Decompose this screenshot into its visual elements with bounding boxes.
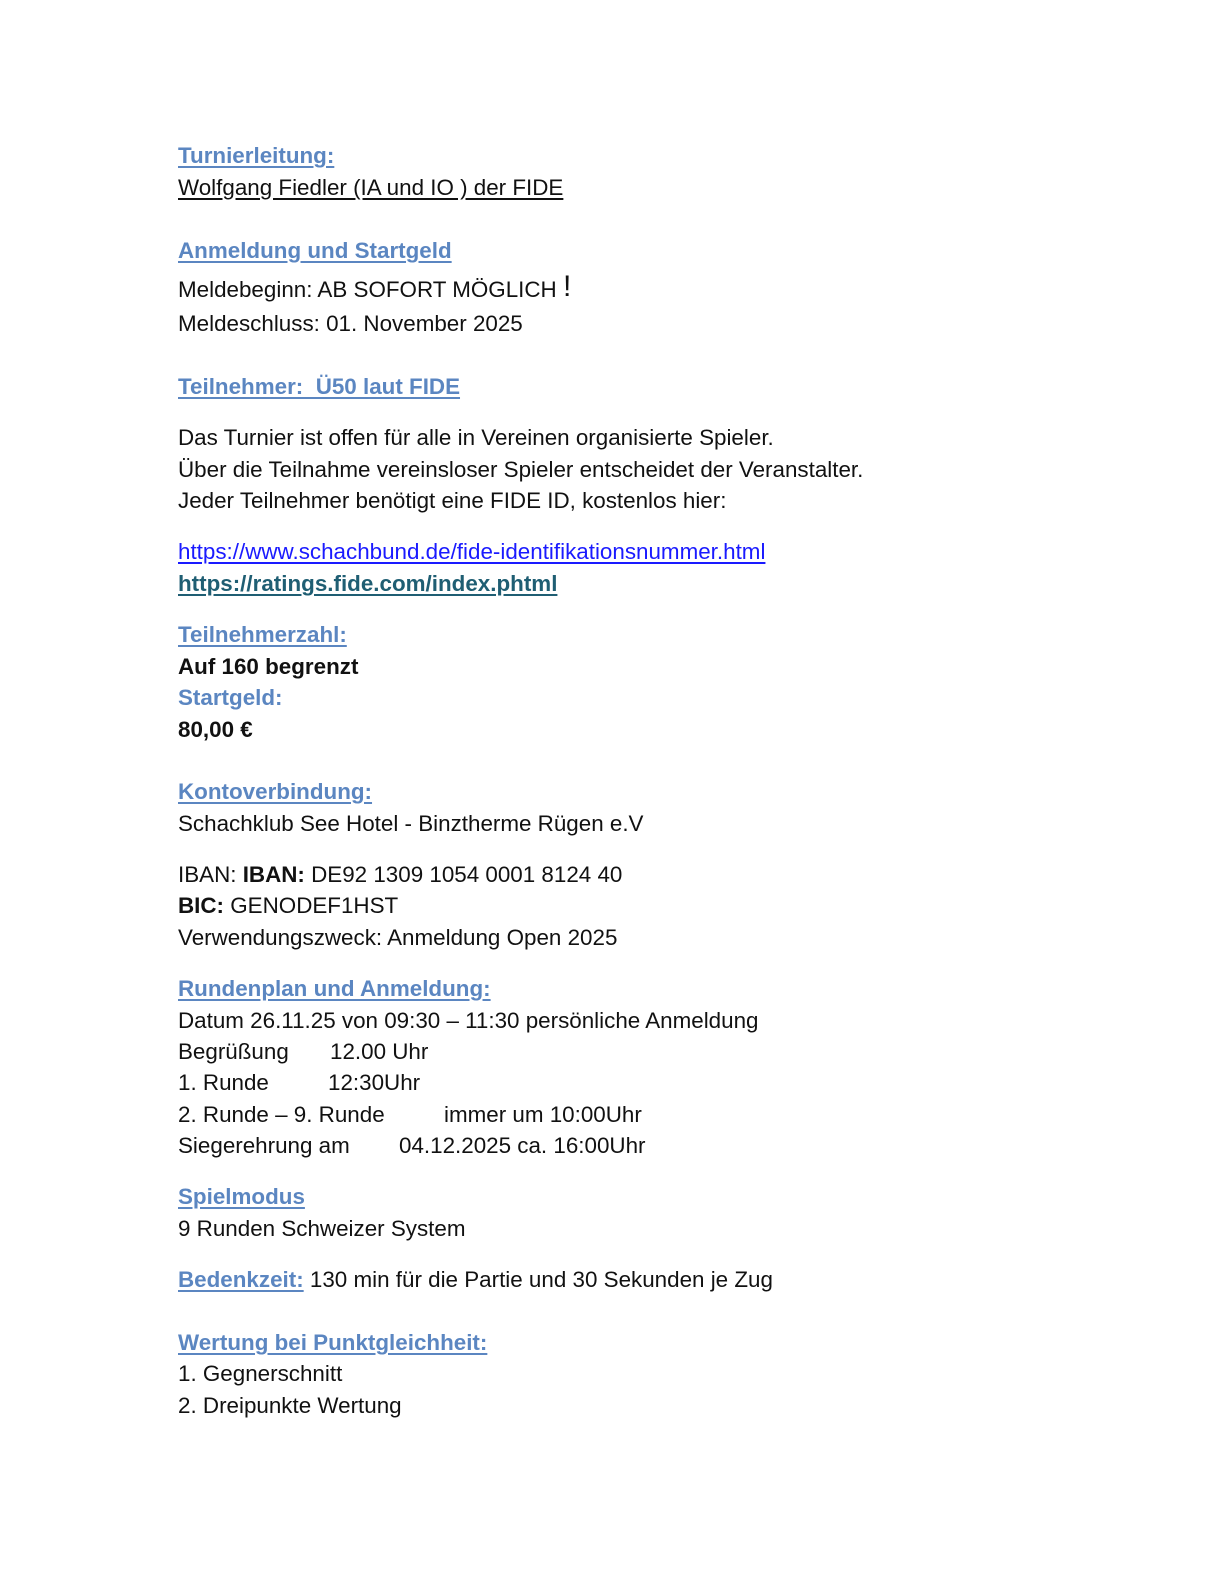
teilnehmerzahl-value: Auf 160 begrenzt — [178, 654, 359, 679]
meldeschluss-text: Meldeschluss: 01. November 2025 — [178, 311, 523, 336]
konto-name: Schachklub See Hotel - Binztherme Rügen e.V — [178, 811, 644, 836]
bedenkzeit-heading: Bedenkzeit: — [178, 1267, 304, 1292]
meldebeginn-text: Meldebeginn: AB SOFORT MÖGLICH — [178, 277, 557, 302]
schedule-value: 12.00 Uhr — [330, 1039, 429, 1064]
schedule-row-runde-1 — [178, 1069, 420, 1097]
fide-ratings-link[interactable]: https://ratings.fide.com/index.phtml — [178, 571, 558, 596]
bic-label: BIC: — [178, 893, 225, 918]
verwendungszweck: Verwendungszweck: Anmeldung Open 2025 — [178, 925, 618, 950]
teilnehmer-heading: Teilnehmer: Ü50 laut FIDE — [178, 374, 461, 399]
bic-value: GENODEF1HST — [224, 893, 399, 918]
meldebeginn-line — [178, 270, 572, 304]
teilnehmer-line-1: Das Turnier ist offen für alle in Vereinen organisierte Spieler. — [178, 425, 774, 450]
schedule-value: 04.12.2025 ca. 16:00Uhr — [399, 1133, 646, 1158]
rundenplan-datum: Datum 26.11.25 von 09:30 – 11:30 persönliche Anmeldung — [178, 1008, 759, 1033]
wertung-item-1: 1. Gegnerschnitt — [178, 1361, 343, 1386]
teilnehmerzahl-heading: Teilnehmerzahl: — [178, 622, 347, 647]
schedule-row-siegerehrung — [178, 1132, 645, 1160]
konto-heading: Kontoverbindung: — [178, 779, 373, 804]
wertung-item-2: 2. Dreipunkte Wertung — [178, 1393, 402, 1418]
schedule-value: immer um 10:00Uhr — [444, 1102, 642, 1127]
turnierleitung-heading: Turnierleitung: — [178, 143, 335, 168]
bic-line — [178, 892, 398, 920]
schedule-row-runde-2-9 — [178, 1101, 642, 1129]
startgeld-label: Startgeld: — [178, 685, 283, 710]
iban-value: DE92 1309 1054 0001 8124 40 — [304, 862, 623, 887]
iban-prefix: IBAN: — [178, 862, 243, 887]
schedule-label: Begrüßung — [178, 1039, 289, 1064]
teilnehmer-line-2: Über die Teilnahme vereinsloser Spieler entscheidet der Veranstalter. — [178, 457, 864, 482]
schedule-value: 12:30Uhr — [328, 1070, 421, 1095]
teilnehmer-line-3: Jeder Teilnehmer benötigt eine FIDE ID, kostenlos hier: — [178, 488, 727, 513]
schedule-label: 1. Runde — [178, 1070, 269, 1095]
rundenplan-heading: Rundenplan und Anmeldung: — [178, 976, 491, 1001]
wertung-heading: Wertung bei Punktgleichheit: — [178, 1330, 488, 1355]
spielmodus-text: 9 Runden Schweizer System — [178, 1216, 466, 1241]
schachbund-link[interactable]: https://www.schachbund.de/fide-identifikationsnummer.html — [178, 539, 766, 564]
startgeld-value: 80,00 € — [178, 717, 253, 742]
anmeldung-heading: Anmeldung und Startgeld — [178, 238, 452, 263]
bedenkzeit-text: 130 min für die Partie und 30 Sekunden je Zug — [303, 1267, 773, 1292]
iban-line — [178, 861, 622, 889]
spielmodus-heading: Spielmodus — [178, 1184, 305, 1209]
schedule-label: Siegerehrung am — [178, 1133, 350, 1158]
turnierleitung-text: Wolfgang Fiedler (IA und IO ) der FIDE — [178, 175, 564, 200]
bedenkzeit-line — [178, 1266, 773, 1294]
exclamation-mark: ! — [562, 270, 572, 303]
iban-label: IBAN: — [242, 862, 305, 887]
schedule-row-begruessung — [178, 1038, 428, 1066]
schedule-label: 2. Runde – 9. Runde — [178, 1102, 385, 1127]
